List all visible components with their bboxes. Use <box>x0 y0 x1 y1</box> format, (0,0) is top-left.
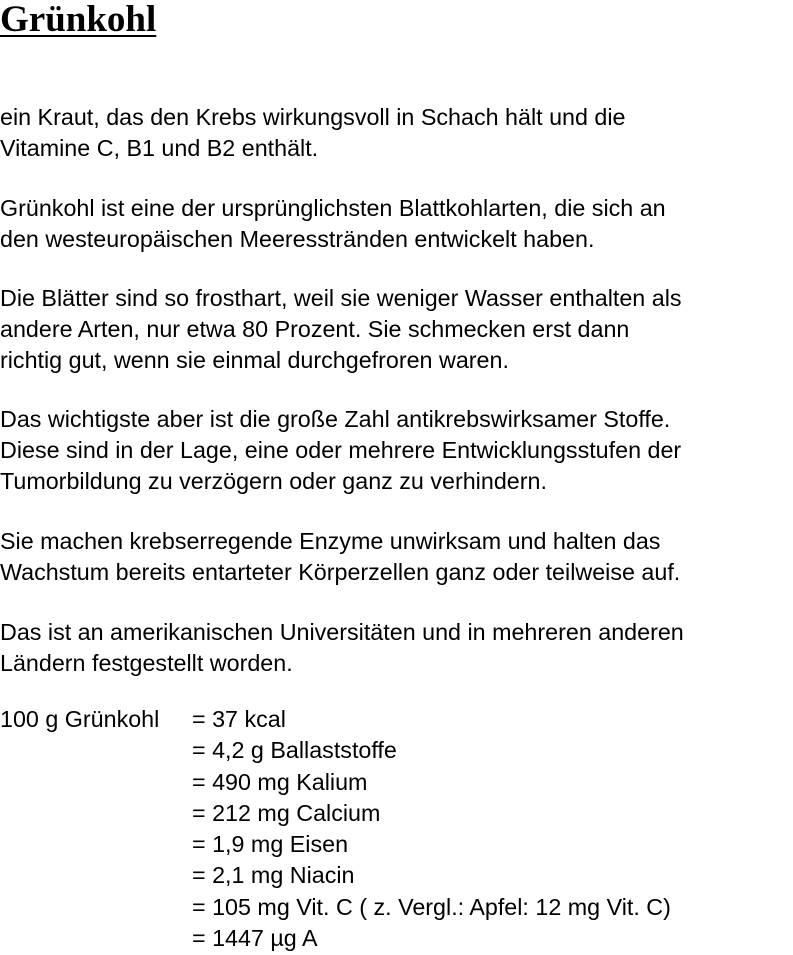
paragraph-intro <box>0 102 793 164</box>
nutrition-value: = 2,1 mg Niacin <box>192 862 355 889</box>
paragraph-enzymes <box>0 526 793 588</box>
nutrition-value: = 37 kcal <box>192 706 286 732</box>
paragraph-line: Vitamine C, B1 und B2 enthält. <box>0 135 319 161</box>
paragraph-line: Sie machen krebserregende Enzyme unwirksam und halten das <box>0 528 661 554</box>
paragraph-research <box>0 617 793 679</box>
paragraph-line: andere Arten, nur etwa 80 Prozent. Sie schmecken erst dann <box>0 316 630 342</box>
paragraph-line: Diese sind in der Lage, eine oder mehrere Entwicklungsstufen der <box>0 437 682 463</box>
paragraph-line: den westeuropäischen Meeresstränden entwickelt haben. <box>0 226 595 252</box>
paragraph-line: Das ist an amerikanischen Universitäten und in mehreren anderen <box>0 619 684 645</box>
document-title: Grünkohl <box>0 0 157 40</box>
paragraph-line: Wachstum bereits entarteter Körperzellen ganz oder teilweise auf. <box>0 559 681 585</box>
paragraph-line: Tumorbildung zu verzögern oder ganz zu verhindern. <box>0 468 547 494</box>
nutrition-value: = 212 mg Calcium <box>192 799 381 826</box>
paragraph-line: Die Blätter sind so frosthart, weil sie weniger Wasser enthalten als <box>0 285 682 311</box>
nutrition-value: = 490 mg Kalium <box>192 768 368 795</box>
paragraph-origin <box>0 193 793 255</box>
nutrition-value: = 1,9 mg Eisen <box>192 831 349 858</box>
paragraph-line: richtig gut, wenn sie einmal durchgefroren waren. <box>0 347 509 373</box>
nutrition-value: = 4,2 g Ballaststoffe <box>192 737 397 764</box>
paragraph-anticancer <box>0 404 793 497</box>
paragraph-frost <box>0 283 793 376</box>
paragraph-line: Ländern festgestellt worden. <box>0 650 293 676</box>
nutrition-value: = 1447 µg A <box>192 925 318 952</box>
paragraph-line: Grünkohl ist eine der ursprünglichsten Blattkohlarten, die sich an <box>0 195 666 221</box>
paragraph-line: Das wichtigste aber ist die große Zahl antikrebswirksamer Stoffe. <box>0 406 671 432</box>
nutrition-label: 100 g Grünkohl <box>0 706 160 732</box>
nutrition-value: = 105 mg Vit. C ( z. Vergl.: Apfel: 12 mg Vit. C) <box>192 893 671 920</box>
paragraph-line: ein Kraut, das den Krebs wirkungsvoll in Schach hält und die <box>0 104 626 130</box>
